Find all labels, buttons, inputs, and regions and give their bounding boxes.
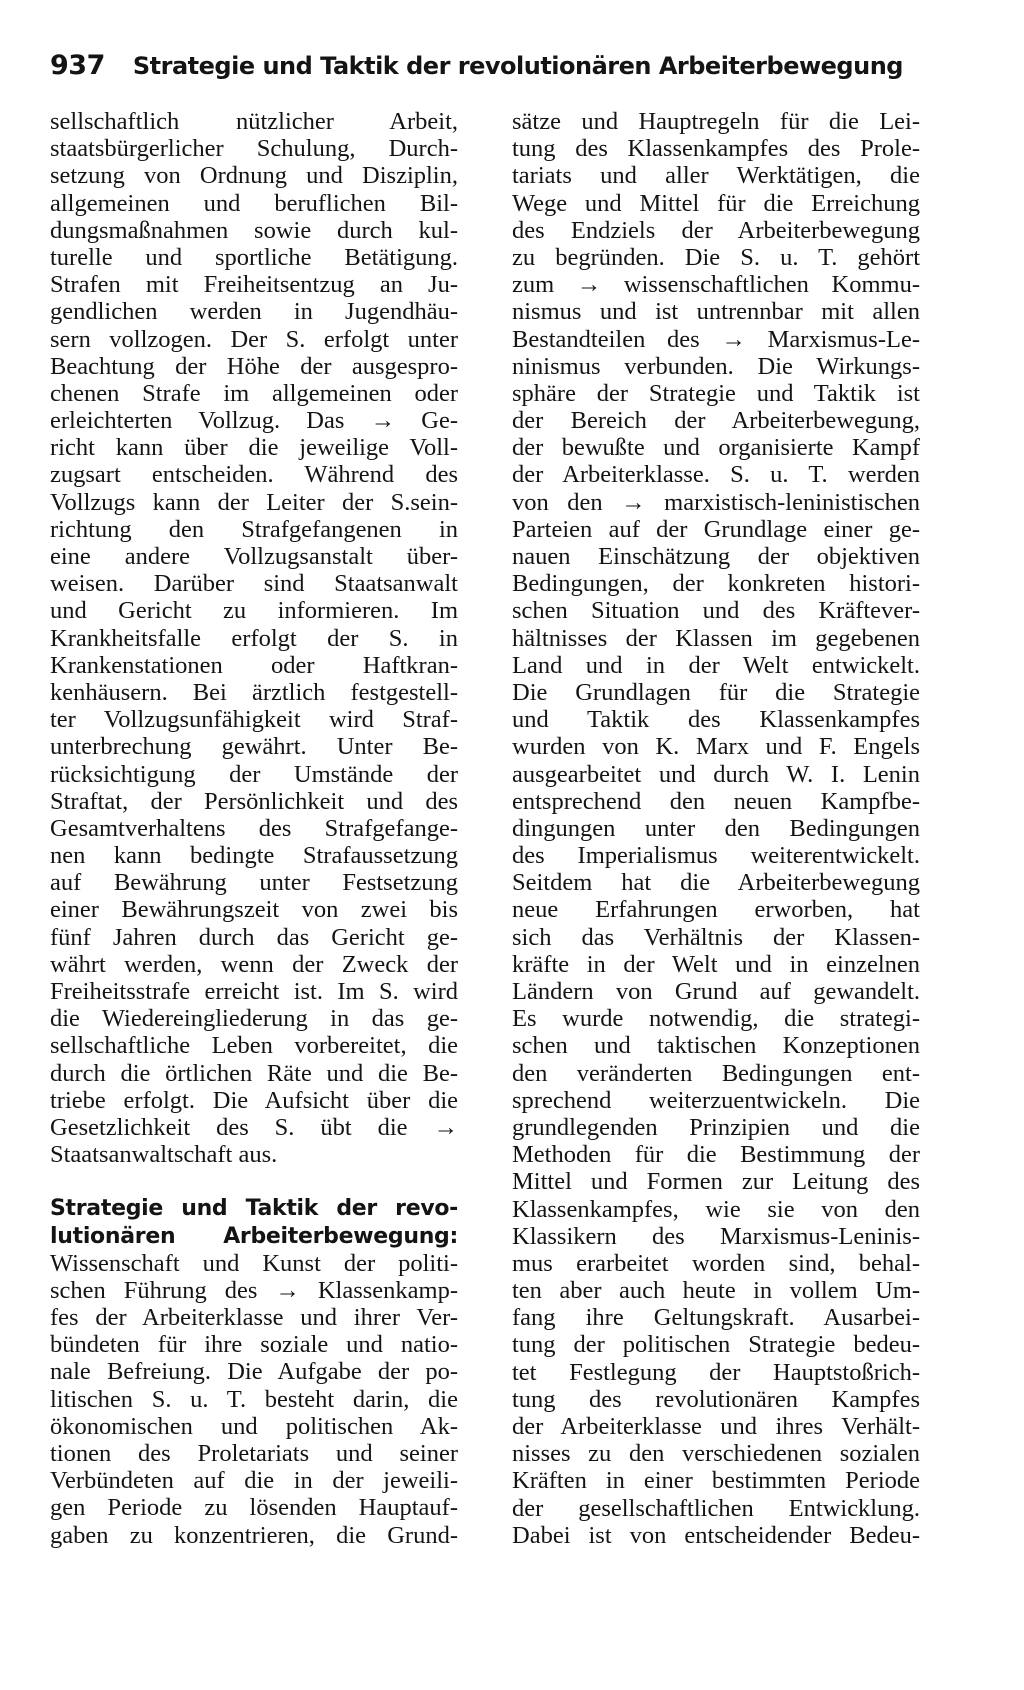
text-line: Dabei ist von entscheidender Bedeu- — [512, 1521, 920, 1549]
text-line: rücksichtigung der Umstände der — [50, 760, 458, 788]
text-line: einer Bewährungszeit von zwei bis — [50, 896, 458, 924]
text-line: Straftat, der Persönlichkeit und des — [50, 787, 458, 815]
text-line: Land und in der Welt entwickelt. — [512, 651, 920, 679]
text-line: von den → marxistisch-leninistischen — [512, 488, 920, 516]
text-line: und Taktik des Klassenkampfes — [512, 706, 920, 734]
text-line: Seitdem hat die Arbeiterbewegung — [512, 869, 920, 897]
text-line: schen und taktischen Konzeptionen — [512, 1032, 920, 1060]
text-line: weisen. Darüber sind Staatsanwalt — [50, 570, 458, 598]
text-line: sellschaftlich nützlicher Arbeit, — [50, 108, 458, 135]
text-line: Mittel und Formen zur Leitung des — [512, 1168, 920, 1196]
text-line: eine andere Vollzugsanstalt über- — [50, 543, 458, 570]
text-line: litischen S. u. T. besteht darin, die — [50, 1385, 458, 1413]
text-line: Strafen mit Freiheitsentzug an Ju- — [50, 271, 458, 299]
text-line: tionen des Proletariats und seiner — [50, 1440, 458, 1467]
text-line: gaben zu konzentrieren, die Grund- — [50, 1521, 458, 1549]
text-line: erleichterten Vollzug. Das → Ge- — [50, 407, 458, 435]
text-line: gen Periode zu lösenden Hauptauf- — [50, 1494, 458, 1522]
text-line: ninismus verbunden. Die Wirkungs- — [512, 352, 920, 380]
text-line: neue Erfahrungen erworben, hat — [512, 896, 920, 924]
text-line: Klassenkampfes, wie sie von den — [512, 1195, 920, 1223]
text-line: und Gericht zu informieren. Im — [50, 597, 458, 625]
running-title: Strategie und Taktik der revolutionären Arbeiterbewegung — [132, 52, 903, 80]
text-line: sphäre der Strategie und Taktik ist — [512, 379, 920, 407]
text-line: zu begründen. Die S. u. T. gehört — [512, 243, 920, 271]
text-line: fes der Arbeiterklasse und ihrer Ver- — [50, 1304, 458, 1332]
text-line: Die Grundlagen für die Strategie — [512, 678, 920, 706]
text-line: sprechend weiterzuentwickeln. Die — [512, 1086, 920, 1114]
left-column — [50, 108, 458, 1549]
text-line: Wissenschaft und Kunst der politi- — [50, 1249, 458, 1277]
paragraph-gap — [50, 1168, 458, 1195]
text-line: nen kann bedingte Strafaussetzung — [50, 842, 458, 870]
text-line: Klassikern des Marxismus-Leninis- — [512, 1222, 920, 1250]
text-line: Gesamtverhaltens des Strafgefange- — [50, 814, 458, 842]
text-line: Es wurde notwendig, die strategi- — [512, 1005, 920, 1033]
text-line: nisses zu den verschiedenen sozialen — [512, 1440, 920, 1468]
text-line: Beachtung der Höhe der ausgespro- — [50, 352, 458, 380]
text-line: entsprechend den neuen Kampfbe- — [512, 787, 920, 815]
text-line: zugsart entscheiden. Während des — [50, 461, 458, 489]
text-line: der bewußte und organisierte Kampf — [512, 434, 920, 462]
text-line: Vollzugs kann der Leiter der S.sein- — [50, 488, 458, 516]
text-line: der Arbeiterklasse und ihres Verhält- — [512, 1413, 920, 1440]
text-line: fang ihre Geltungskraft. Ausarbei- — [512, 1304, 920, 1332]
text-line: des Imperialismus weiterentwickelt. — [512, 842, 920, 870]
text-line: nale Befreiung. Die Aufgabe der po- — [50, 1358, 458, 1386]
text-line: die Wiedereingliederung in das ge- — [50, 1005, 458, 1033]
text-line: ter Vollzugsunfähigkeit wird Straf- — [50, 706, 458, 734]
text-line: Kräften in einer bestimmten Periode — [512, 1467, 920, 1495]
text-line: sellschaftliche Leben vorbereitet, die — [50, 1032, 458, 1060]
text-line: zum → wissenschaftlichen Kommu- — [512, 271, 920, 299]
text-line: setzung von Ordnung und Disziplin, — [50, 162, 458, 190]
text-line: der Bereich der Arbeiterbewegung, — [512, 407, 920, 435]
text-line: triebe erfolgt. Die Aufsicht über die — [50, 1086, 458, 1114]
text-line: grundlegenden Prinzipien und die — [512, 1113, 920, 1141]
text-line: Krankheitsfalle erfolgt der S. in — [50, 624, 458, 652]
text-line: schen Situation und des Kräftever- — [512, 597, 920, 625]
text-line: auf Bewährung unter Festsetzung — [50, 869, 458, 897]
text-line: durch die örtlichen Räte und die Be- — [50, 1059, 458, 1087]
text-line: kenhäusern. Bei ärztlich festgestell- — [50, 678, 458, 706]
text-line: unterbrechung gewährt. Unter Be- — [50, 733, 458, 761]
text-line: tung der politischen Strategie bedeu- — [512, 1331, 920, 1359]
text-line: der Arbeiterklasse. S. u. T. werden — [512, 461, 920, 489]
text-line: tung des Klassenkampfes des Prole- — [512, 135, 920, 163]
text-line: der gesellschaftlichen Entwicklung. — [512, 1494, 920, 1522]
text-line: Bedingungen, der konkreten histori- — [512, 570, 920, 598]
text-line: Staatsanwaltschaft aus. — [50, 1141, 278, 1169]
text-line: Gesetzlichkeit des S. übt die → — [50, 1113, 458, 1141]
text-line: nismus und ist untrennbar mit allen — [512, 298, 920, 326]
text-line: allgemeinen und beruflichen Bil- — [50, 189, 458, 217]
text-line: ökonomischen und politischen Ak- — [50, 1412, 458, 1440]
text-line: ten aber auch heute in vollem Um- — [512, 1277, 920, 1305]
text-line: bündeten für ihre soziale und natio- — [50, 1331, 458, 1359]
text-line: schen Führung des → Klassenkamp- — [50, 1276, 458, 1304]
entry-heading: lutionären Arbeiterbewegung: — [50, 1223, 458, 1249]
text-line: sich das Verhältnis der Klassen- — [512, 923, 920, 951]
text-line: sern vollzogen. Der S. erfolgt unter — [50, 325, 458, 353]
text-line: tariats und aller Werktätigen, die — [512, 162, 920, 190]
text-line: den veränderten Bedingungen ent- — [512, 1059, 920, 1087]
text-line: chenen Strafe im allgemeinen oder — [50, 379, 458, 407]
right-column — [512, 108, 920, 1549]
text-line: gendlichen werden in Jugendhäu- — [50, 298, 458, 326]
text-line: nauen Einschätzung der objektiven — [512, 543, 920, 570]
text-line: tet Festlegung der Hauptstoßrich- — [512, 1358, 920, 1386]
text-line: sätze und Hauptregeln für die Lei- — [512, 108, 920, 135]
text-line: dingungen unter den Bedingungen — [512, 814, 920, 842]
text-line: wurden von K. Marx und F. Engels — [512, 733, 920, 761]
text-line: tung des revolutionären Kampfes — [512, 1385, 920, 1413]
text-line: mus erarbeitet worden sind, behal- — [512, 1249, 920, 1277]
text-line: währt werden, wenn der Zweck der — [50, 950, 458, 978]
text-line: kräfte in der Welt und in einzelnen — [512, 950, 920, 978]
text-line: turelle und sportliche Betätigung. — [50, 243, 458, 271]
text-line: staatsbürgerlicher Schulung, Durch- — [50, 135, 458, 163]
text-line: Bestandteilen des → Marxismus-Le- — [512, 325, 920, 353]
text-line: Verbündeten auf die in der jeweili- — [50, 1467, 458, 1495]
text-line: ausgearbeitet und durch W. I. Lenin — [512, 760, 920, 788]
page-number: 937 — [50, 50, 105, 81]
text-line: Freiheitsstrafe erreicht ist. Im S. wird — [50, 978, 458, 1005]
text-line: des Endziels der Arbeiterbewegung — [512, 216, 920, 244]
text-line: richt kann über die jeweilige Voll- — [50, 434, 458, 462]
text-line: hältnisses der Klassen im gegebenen — [512, 624, 920, 652]
text-line: fünf Jahren durch das Gericht ge- — [50, 923, 458, 951]
text-line: Ländern von Grund auf gewandelt. — [512, 978, 920, 1005]
text-line: Parteien auf der Grundlage einer ge- — [512, 515, 920, 543]
text-line: dungsmaßnahmen sowie durch kul- — [50, 216, 458, 244]
text-line: Methoden für die Bestimmung der — [512, 1141, 920, 1169]
text-line: richtung den Strafgefangenen in — [50, 515, 458, 543]
running-head — [50, 50, 930, 90]
text-line: Krankenstationen oder Haftkran- — [50, 651, 458, 679]
text-line: Wege und Mittel für die Erreichung — [512, 189, 920, 217]
entry-heading: Strategie und Taktik der revo- — [50, 1196, 458, 1222]
